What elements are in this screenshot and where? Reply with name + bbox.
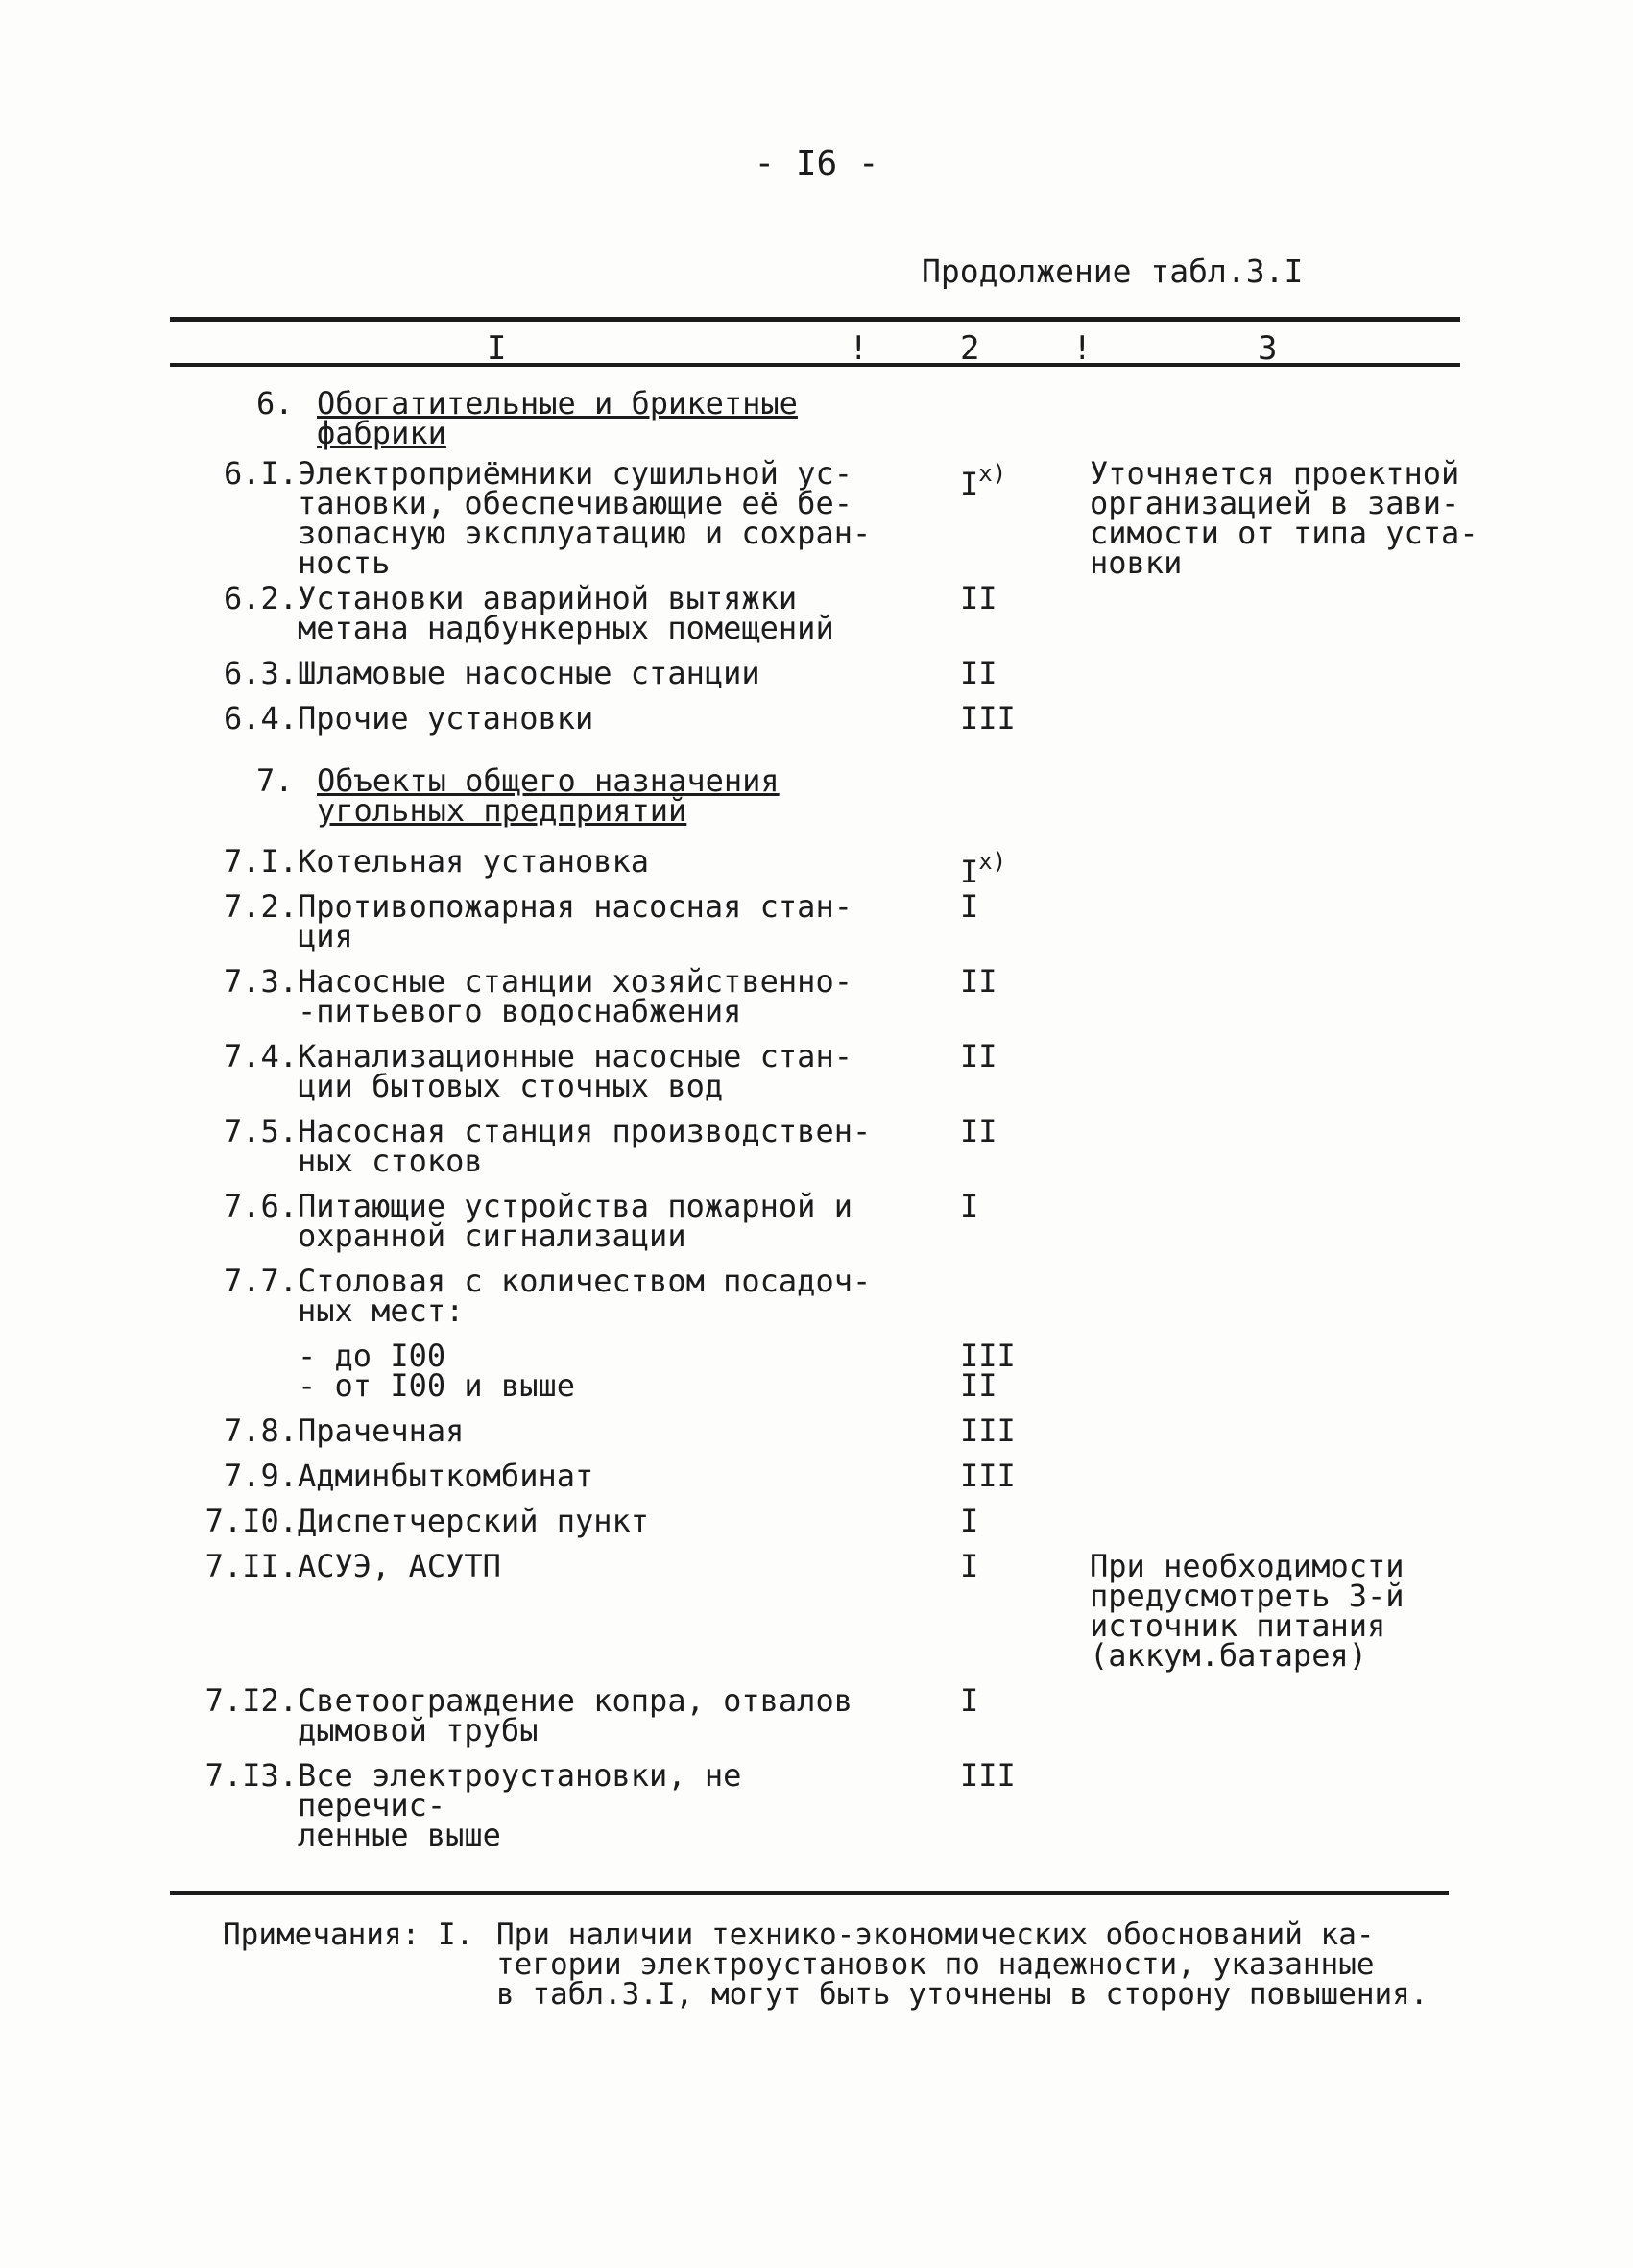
row-number: 7.I.	[223, 843, 298, 880]
row-number: 7.3.	[223, 963, 298, 1000]
table-row	[170, 843, 1495, 892]
row-category: II	[960, 1113, 997, 1149]
row-category: $I^{x)}$	[960, 460, 1007, 502]
row-number: 6.3.	[223, 655, 298, 691]
row-number: 7.9.	[223, 1458, 298, 1494]
row-name: Прачечная	[298, 1412, 465, 1449]
row-category: II	[960, 1038, 997, 1074]
table-row	[170, 455, 1495, 584]
row-number: 7.I3.	[204, 1757, 298, 1794]
row-category: I	[960, 1548, 979, 1584]
table-row	[170, 1682, 1495, 1761]
table-column-headers	[170, 329, 1460, 368]
row-name: Диспетчерский пункт	[298, 1503, 650, 1539]
row-category: I	[960, 888, 979, 925]
row-category: $I^{x)}$	[960, 848, 1007, 890]
footnote-mark: x)	[978, 460, 1007, 487]
table-body	[170, 385, 1495, 1853]
row-name: Столовая с количеством посадоч- ных мест:	[298, 1263, 872, 1329]
row-number: 6.4.	[223, 700, 298, 736]
table-row	[170, 1038, 1495, 1117]
table-row	[170, 580, 1495, 659]
row-number: 7.5.	[223, 1113, 298, 1149]
table-continuation-caption: Продолжение табл.3.I	[922, 253, 1304, 290]
table-row	[170, 1757, 1495, 1853]
row-number: 7.I0.	[204, 1503, 298, 1539]
remark-label: Примечания: I.	[223, 1918, 474, 1952]
table-row	[170, 700, 1495, 766]
table-row	[170, 1412, 1495, 1461]
table-row	[170, 1367, 1495, 1416]
table-row	[170, 1458, 1495, 1507]
row-category: I	[960, 1503, 979, 1539]
column-separator: !	[1072, 329, 1093, 368]
table-row	[170, 963, 1495, 1042]
table-row	[170, 655, 1495, 704]
row-name: Питающие устройства пожарной и охранной сигнализации	[298, 1188, 853, 1254]
row-note: Уточняется проектной организацией в зави- симости от типа уста- новки	[1090, 455, 1478, 581]
row-name: Установки аварийной вытяжки метана надбункерных помещений	[298, 580, 834, 646]
row-category: I	[960, 1682, 979, 1719]
row-category: III	[960, 1338, 1016, 1374]
row-name: Насосная станция производствен- ных стоков	[298, 1113, 872, 1179]
row-category: II	[960, 580, 997, 616]
table-bottom-rule	[170, 1891, 1449, 1895]
section-heading	[170, 762, 1495, 847]
row-category: II	[960, 655, 997, 691]
row-number: 7.I2.	[204, 1682, 298, 1719]
row-number: 7.4.	[223, 1038, 298, 1074]
row-number: 7.2.	[223, 888, 298, 925]
row-name: - от I00 и выше	[298, 1367, 575, 1404]
row-category: III	[960, 1757, 1016, 1794]
row-name: - до I00	[298, 1338, 446, 1374]
footnote-mark: x)	[978, 848, 1007, 875]
row-category: I	[960, 1188, 979, 1224]
row-name: Электроприёмники сушильной ус- тановки, обеспечивающие её бе- зопасную эксплуатацию и сохран- ность	[298, 455, 872, 581]
row-name: Противопожарная насосная стан- ция	[298, 888, 853, 954]
table-row	[170, 1503, 1495, 1552]
row-note: При необходимости предусмотреть 3-й источник питания (аккум.батарея)	[1090, 1548, 1405, 1674]
row-name: Прочие установки	[298, 700, 594, 736]
row-number: 6.I.	[223, 455, 298, 492]
row-number: 7.II.	[204, 1548, 298, 1584]
section-title: Объекты общего назначения угольных предприятий	[317, 762, 780, 829]
table-row	[170, 1548, 1495, 1686]
row-category: III	[960, 1412, 1016, 1449]
table-row	[170, 1263, 1495, 1341]
table-header-rule	[170, 363, 1460, 367]
column-header-1: I	[487, 329, 507, 368]
row-category: III	[960, 1458, 1016, 1494]
row-number: 7.6.	[223, 1188, 298, 1224]
column-separator: !	[849, 329, 869, 368]
row-name: Админбыткомбинат	[298, 1458, 594, 1494]
row-name: Светоограждение копра, отвалов дымовой трубы	[298, 1682, 853, 1749]
column-header-2: 2	[960, 329, 980, 368]
row-number: 6.2.	[223, 580, 298, 616]
column-header-3: 3	[1258, 329, 1278, 368]
row-name: Шламовые насосные станции	[298, 655, 760, 691]
row-category: II	[960, 1367, 997, 1404]
row-category: III	[960, 700, 1016, 736]
remark-text: При наличии технико-экономических обоснований ка- тегории электроустановок по надежности, указанные в табл.3.I, могут быть уточнены в сторону повышения.	[496, 1918, 1429, 2012]
row-number: 7.7.	[223, 1263, 298, 1299]
table-row	[170, 1188, 1495, 1267]
table-row	[170, 1113, 1495, 1192]
row-name: Котельная установка	[298, 843, 650, 880]
section-title: Обогатительные и брикетные фабрики	[317, 385, 798, 451]
row-name: АСУЭ, АСУТП	[298, 1548, 501, 1584]
section-heading	[170, 385, 1495, 459]
row-category: II	[960, 963, 997, 1000]
table-top-rule	[170, 317, 1460, 322]
section-number: 6.	[256, 385, 294, 422]
row-number: 7.8.	[223, 1412, 298, 1449]
row-name: Канализационные насосные стан- ции бытовых сточных вод	[298, 1038, 853, 1104]
row-name: Насосные станции хозяйственно- -питьевого водоснабжения	[298, 963, 853, 1029]
page-number: - I6 -	[754, 144, 879, 183]
table-row	[170, 888, 1495, 967]
row-name: Все электроустановки, не перечис- ленные выше	[298, 1757, 742, 1853]
section-number: 7.	[256, 762, 294, 799]
